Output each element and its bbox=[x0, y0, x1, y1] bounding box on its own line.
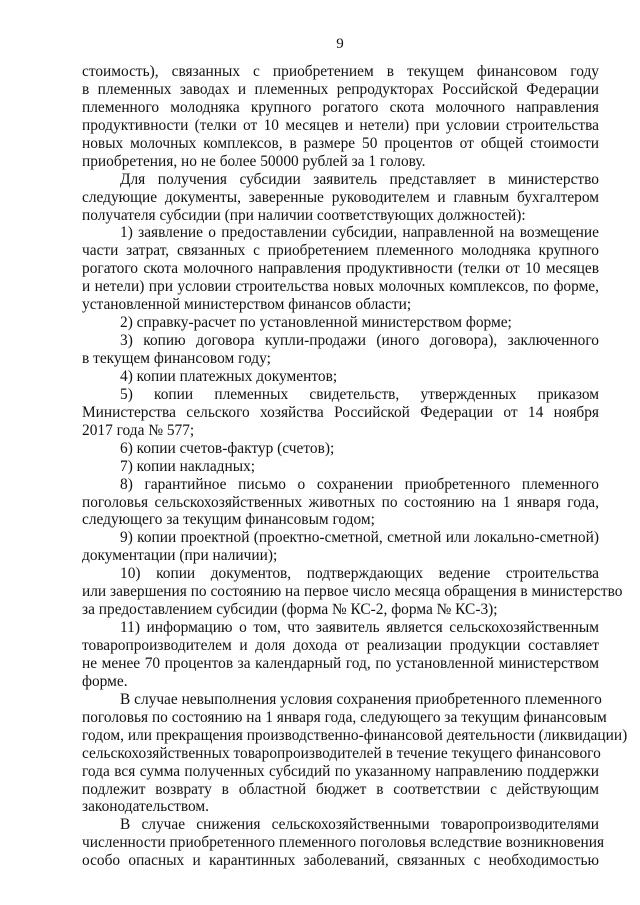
text-line: 2017 года № 577; bbox=[82, 421, 195, 439]
document-body bbox=[82, 63, 628, 870]
text-line: 11) информацию о том, что заявитель является сельскохозяйственным bbox=[120, 619, 599, 637]
text-line: численности приобретенного племенного поголовья вследствие возникновения bbox=[82, 834, 605, 852]
text-line: 9) копии проектной (проектно-сметной, сметной или локально-сметной) bbox=[120, 529, 599, 547]
text-line: 1) заявление о предоставлении субсидии, направленной на возмещение bbox=[120, 224, 599, 242]
paragraph bbox=[82, 816, 605, 870]
text-line: в текущем финансовом году; bbox=[82, 350, 271, 367]
text-line: следующие документы, заверенные руководителем и главным бухгалтером bbox=[82, 188, 599, 206]
text-line: в племенных заводах и племенных репродукторах Российской Федерации bbox=[82, 80, 599, 98]
text-line: получателя субсидии (при наличии соответствующих должностей): bbox=[82, 206, 526, 224]
text-line: Министерства сельского хозяйства Российской Федерации от 14 ноября bbox=[82, 403, 599, 421]
text-line: 4) копии платежных документов; bbox=[120, 367, 338, 385]
paragraph bbox=[82, 440, 599, 458]
text-line: и нетели) при условии строительства новых молочных комплексов, по форме, bbox=[82, 278, 599, 296]
text-line: поголовья по состоянию на 1 января года, следующего за текущим финансовым bbox=[82, 708, 607, 726]
text-line: установленной министерством финансов области; bbox=[82, 296, 412, 314]
paragraph bbox=[82, 332, 599, 368]
paragraph bbox=[82, 565, 623, 619]
paragraph bbox=[82, 386, 599, 440]
text-line: сельскохозяйственных товаропроизводителей в течение текущего финансового bbox=[82, 744, 601, 762]
text-line: не менее 70 процентов за календарный год, по установленной министерством bbox=[82, 654, 599, 672]
text-line: В случае невыполнения условия сохранения приобретенного племенного bbox=[120, 690, 602, 708]
text-line: годом, или прекращения производственно-финансовой деятельности (ликвидации) bbox=[82, 726, 628, 744]
paragraph bbox=[82, 458, 599, 476]
paragraph bbox=[82, 476, 599, 530]
text-line: подлежит возврату в областной бюджет в соответствии с действующим bbox=[82, 780, 599, 798]
paragraph bbox=[82, 619, 599, 691]
text-line: 7) копии накладных; bbox=[120, 457, 256, 475]
text-line: приобретения, но не более 50000 рублей за 1 голову. bbox=[82, 152, 426, 170]
text-line: законодательством. bbox=[82, 798, 210, 816]
text-line: 3) копию договора купли-продажи (иного договора), заключенного bbox=[120, 332, 599, 350]
text-line: Для получения субсидии заявитель представляет в министерство bbox=[120, 170, 599, 188]
paragraph bbox=[82, 171, 599, 225]
paragraph bbox=[82, 529, 599, 565]
text-line: поголовья сельскохозяйственных животных по состоянию на 1 января года, bbox=[82, 493, 599, 511]
text-line: племенного молодняка крупного рогатого скота молочного направления bbox=[82, 98, 599, 116]
text-line: 5) копии племенных свидетельств, утвержденных приказом bbox=[120, 385, 599, 403]
text-line: или завершения по состоянию на первое число месяца обращения в министерство bbox=[82, 583, 623, 601]
text-line: документации (при наличии); bbox=[82, 547, 278, 565]
text-line: продуктивности (телки от 10 месяцев и нетели) при условии строительства bbox=[82, 116, 599, 134]
paragraph bbox=[82, 63, 599, 171]
text-line: новых молочных комплексов, в размере 50 процентов от общей стоимости bbox=[82, 134, 599, 152]
text-line: стоимость), связанных с приобретением в текущем финансовом году bbox=[82, 63, 599, 80]
text-line: года вся сумма полученных субсидий по указанному направлению поддержки bbox=[82, 762, 599, 780]
paragraph bbox=[82, 224, 599, 314]
text-line: 2) справку-расчет по установленной министерством форме; bbox=[120, 314, 512, 332]
text-line: В случае снижения сельскохозяйственными товаропроизводителями bbox=[120, 816, 599, 834]
text-line: 8) гарантийное письмо о сохранении приобретенного племенного bbox=[120, 475, 599, 493]
text-line: рогатого скота молочного направления продуктивности (телки от 10 месяцев bbox=[82, 260, 599, 278]
paragraph bbox=[82, 690, 628, 817]
text-line: части затрат, связанных с приобретением племенного молодняка крупного bbox=[82, 242, 599, 260]
text-line: товаропроизводителем и доля дохода от реализации продукции составляет bbox=[82, 637, 599, 654]
page-number: 9 bbox=[336, 36, 344, 52]
text-line: следующего за текущим финансовым годом; bbox=[82, 511, 375, 529]
text-line: 6) копии счетов-фактур (счетов); bbox=[120, 439, 335, 457]
paragraph bbox=[82, 368, 599, 386]
text-line: форме. bbox=[82, 672, 128, 690]
text-line: особо опасных и карантинных заболеваний, связанных с необходимостью bbox=[82, 852, 599, 870]
text-line: 10) копии документов, подтверждающих ведение строительства bbox=[120, 565, 599, 583]
text-line: за предоставлением субсидии (форма № КС-2, форма № КС-3); bbox=[82, 601, 498, 619]
paragraph bbox=[82, 314, 599, 332]
